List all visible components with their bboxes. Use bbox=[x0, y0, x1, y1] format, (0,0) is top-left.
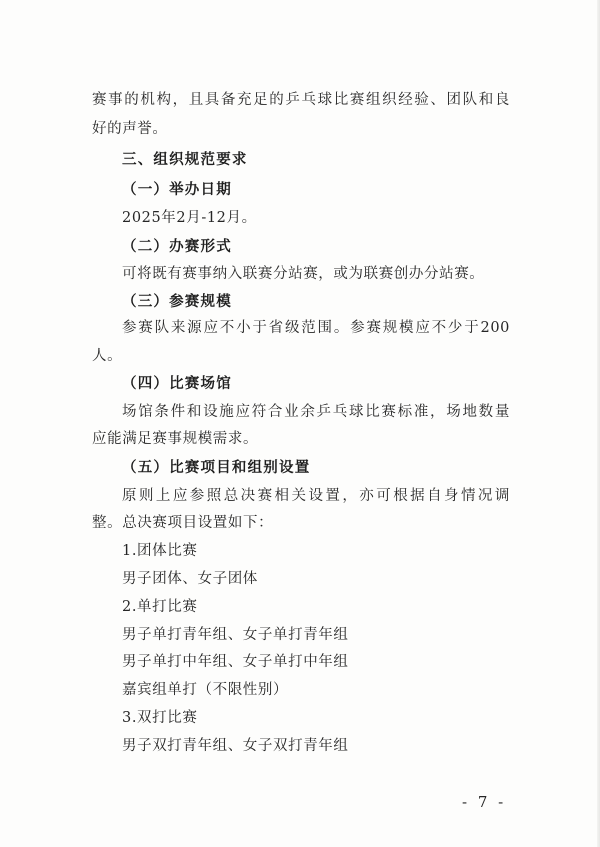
paragraph-line: 好的声誉。 bbox=[92, 121, 168, 137]
item-text: 人。 bbox=[92, 348, 123, 364]
section-heading: 三、组织规范要求 bbox=[122, 152, 248, 168]
item-heading-events: （五）比赛项目和组别设置 bbox=[122, 460, 311, 476]
item-text: 应能满足赛事规模需求。 bbox=[92, 431, 259, 447]
event-entry: 男子团体、女子团体 bbox=[122, 571, 258, 587]
event-title-singles: 2.单打比赛 bbox=[122, 599, 198, 615]
paragraph-line: 赛事的机构，且具备充足的乒乓球比赛组织经验、团队和良 bbox=[92, 92, 510, 108]
item-heading-scale: （三）参赛规模 bbox=[122, 294, 232, 310]
event-title-doubles: 3.双打比赛 bbox=[122, 710, 198, 726]
item-heading-venue: （四）比赛场馆 bbox=[122, 376, 232, 392]
event-title-team: 1.团体比赛 bbox=[122, 543, 198, 559]
event-entry: 男子双打青年组、女子双打青年组 bbox=[122, 738, 349, 754]
item-text: 2025年2月-12月。 bbox=[122, 210, 257, 226]
event-entry: 嘉宾组单打（不限性别） bbox=[122, 682, 289, 698]
item-text: 整。总决赛项目设置如下： bbox=[92, 515, 274, 531]
item-heading-format: （二）办赛形式 bbox=[122, 239, 232, 255]
event-entry: 男子单打青年组、女子单打青年组 bbox=[122, 627, 349, 643]
item-text: 原则上应参照总决赛相关设置，亦可根据自身情况调 bbox=[122, 488, 510, 504]
event-entry: 男子单打中年组、女子单打中年组 bbox=[122, 654, 349, 670]
item-text: 可将既有赛事纳入联赛分站赛，或为联赛创办分站赛。 bbox=[122, 266, 485, 282]
item-heading-date: （一）举办日期 bbox=[122, 182, 232, 198]
page-number: - 7 - bbox=[462, 793, 507, 811]
item-text: 场馆条件和设施应符合业余乒乓球比赛标准，场地数量 bbox=[122, 404, 510, 420]
item-text: 参赛队来源应不小于省级范围。参赛规模应不少于200 bbox=[122, 320, 510, 336]
